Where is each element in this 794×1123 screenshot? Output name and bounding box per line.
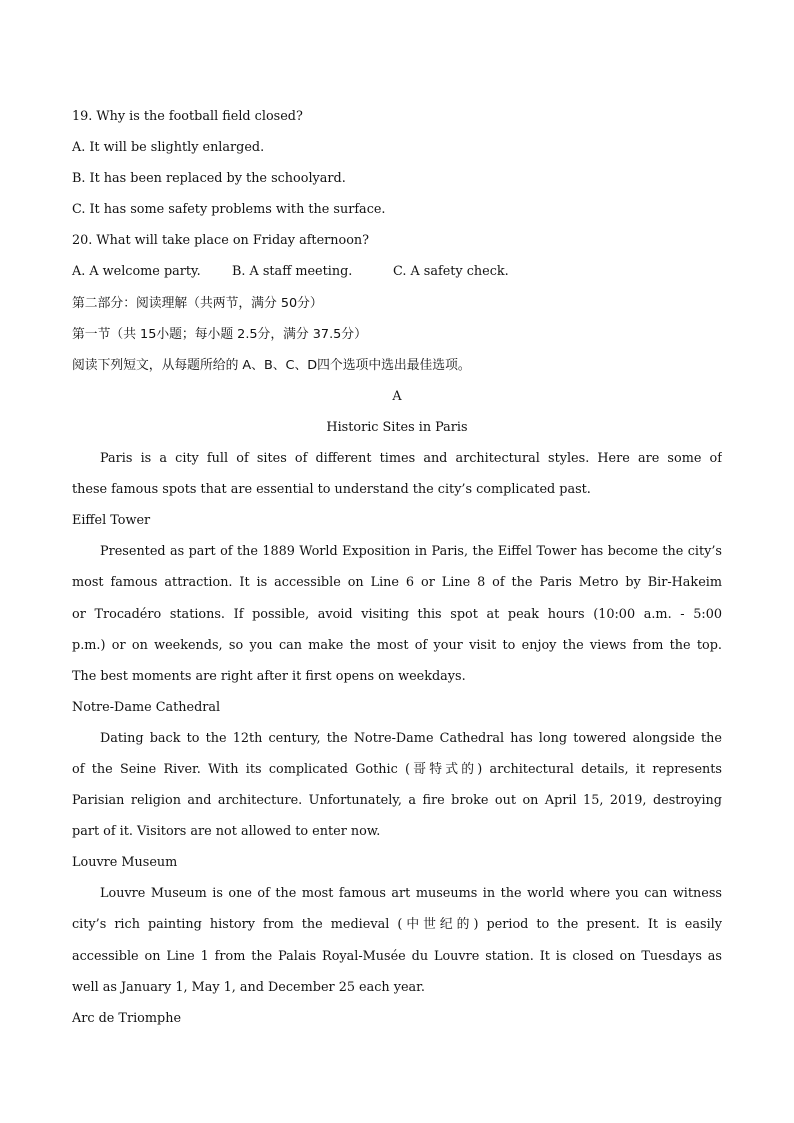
passage-letter: A (392, 388, 402, 404)
question-20: 20. What will take place on Friday afternoon? (72, 233, 370, 249)
notre-dame-line: Parisian religion and architecture. Unfortunately, a fire broke out on April 15, 2019, destroying (72, 793, 722, 809)
eiffel-line: or Trocadéro stations. If possible, avoid visiting this spot at peak hours (10:00 a.m. - 5:00 (72, 606, 722, 622)
intro-line: Paris is a city full of sites of different times and architectural styles. Here are some of (100, 451, 722, 467)
louvre-line: city’s rich painting history from the medieval (中世纪的) period to the present. It is easily (72, 917, 722, 933)
question-19-option-b: B. It has been replaced by the schoolyard. (72, 171, 346, 187)
section-heading-louvre: Louvre Museum (72, 855, 178, 871)
document-page (72, 101, 722, 1034)
louvre-line: well as January 1, May 1, and December 25 each year. (72, 979, 425, 995)
eiffel-line: most famous attraction. It is accessible on Line 6 or Line 8 of the Paris Metro by Bir-Hakeim (72, 575, 722, 591)
question-19-option-c: C. It has some safety problems with the surface. (72, 202, 386, 218)
section-heading-arc: Arc de Triomphe (72, 1010, 182, 1026)
question-20-option-c: C. A safety check. (393, 264, 509, 280)
notre-dame-line: Dating back to the 12th century, the Notre-Dame Cathedral has long towered alongside the (100, 730, 722, 746)
passage-title: Historic Sites in Paris (326, 419, 468, 435)
question-20-option-a: A. A welcome party. (72, 264, 201, 280)
question-20-options (72, 256, 722, 287)
section-heading-eiffel: Eiffel Tower (72, 513, 151, 529)
louvre-line: Louvre Museum is one of the most famous art museums in the world where you can witness (100, 886, 722, 902)
question-19-option-a: A. It will be slightly enlarged. (72, 140, 265, 156)
eiffel-line: Presented as part of the 1889 World Exposition in Paris, the Eiffel Tower has become the city’s (100, 544, 722, 560)
question-20-option-b: B. A staff meeting. (232, 264, 353, 280)
eiffel-line: p.m.) or on weekends, so you can make the most of your visit to enjoy the views from the top. (72, 637, 722, 653)
notre-dame-line: part of it. Visitors are not allowed to enter now. (72, 824, 381, 840)
eiffel-line: The best moments are right after it first opens on weekdays. (72, 668, 466, 684)
section-heading-notre-dame: Notre-Dame Cathedral (72, 699, 221, 715)
intro-line: these famous spots that are essential to understand the city’s complicated past. (72, 482, 591, 498)
instructions: 阅读下列短文，从每题所给的 A、B、C、D四个选项中选出最佳选项。 (72, 357, 471, 373)
louvre-line: accessible on Line 1 from the Palais Royal-Musée du Louvre station. It is closed on Tuesdays as (72, 948, 722, 964)
notre-dame-line: of the Seine River. With its complicated Gothic (哥特式的) architectural details, it represents (72, 761, 722, 777)
question-19: 19. Why is the football field closed? (72, 109, 303, 124)
subsection-heading: 第一节（共 15小题；每小题 2.5分，满分 37.5分） (72, 326, 367, 342)
part-heading: 第二部分：阅读理解（共两节，满分 50分） (72, 295, 323, 311)
